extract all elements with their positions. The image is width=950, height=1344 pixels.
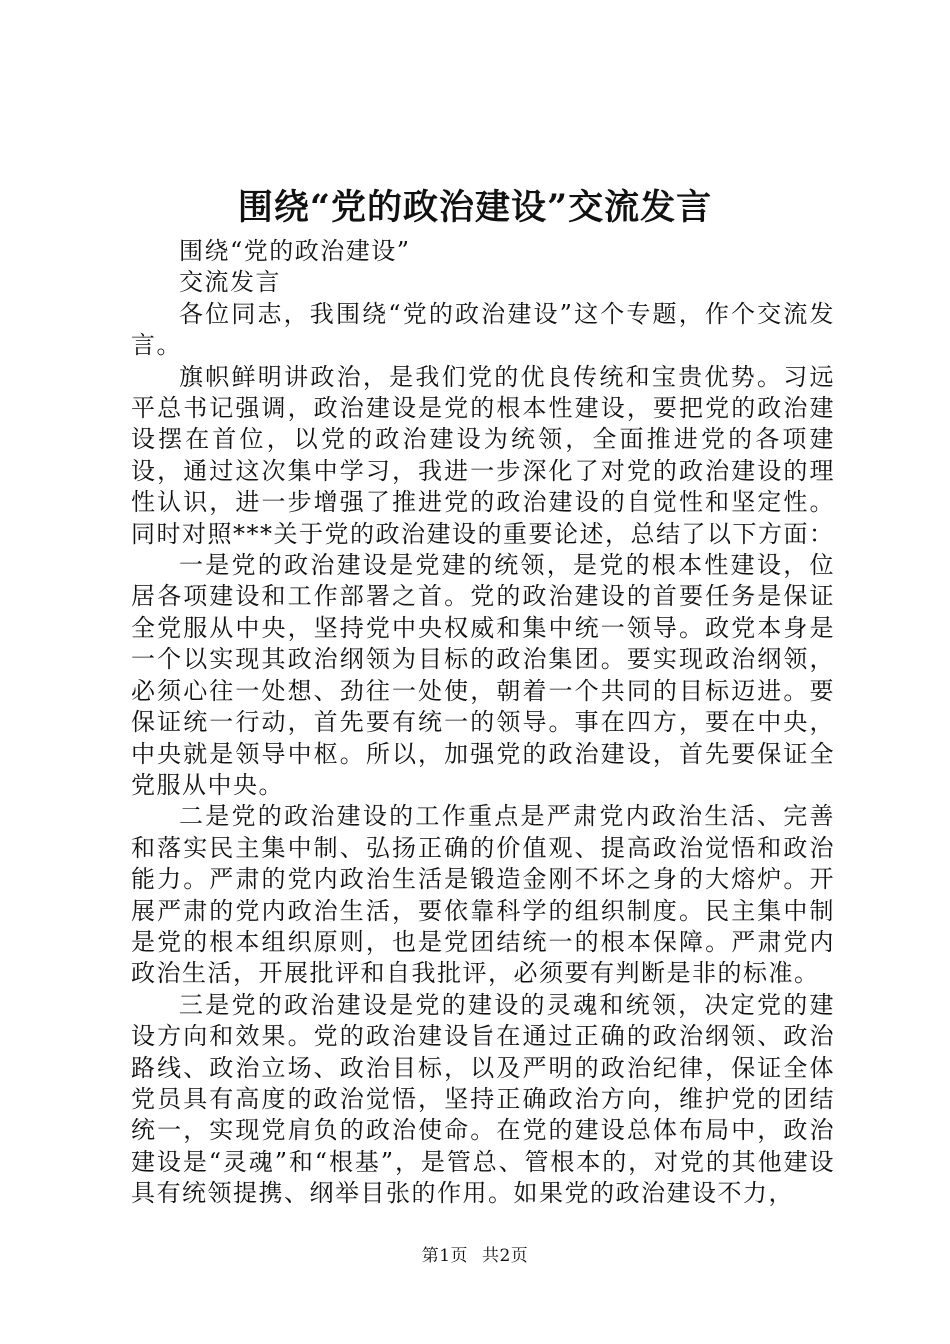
page-footer [0, 1245, 950, 1267]
heading-line-2: 交流发言 [179, 268, 281, 297]
paragraph-opening: 各位同志，我围绕“党的政治建设”这个专题，作个交流发言。 [131, 299, 835, 360]
paragraph-point-one: 一是党的政治建设是党建的统领，是党的根本性建设，位居各项建设和工作部署之首。党的政治建设的首要任务是保证全党服从中央，坚持党中央权威和集中统一领导。政党本身是一个以实现其政治纲领为目标的政治集团。要实现政治纲领，必须心往一处想、劲往一处使，朝着一个共同的目标迈进。要保证统一行动，首先要有统一的领导。事在四方，要在中央，中央就是领导中枢。所以，加强党的政治建设，首先要保证全党服从中央。 [131, 551, 835, 799]
paragraph-point-three: 三是党的政治建设是党的建设的灵魂和统领，决定党的建设方向和效果。党的政治建设旨在通过正确的政治纲领、政治路线、政治立场、政治目标，以及严明的政治纪律，保证全体党员具有高度的政治觉悟，坚持正确政治方向，维护党的团结统一，实现党肩负的政治使命。在党的建设总体布局中，政治建设是“灵魂”和“根基”，是管总、管根本的，对党的其他建设具有统领提携、纲举目张的作用。如果党的政治建设不力， [131, 990, 835, 1208]
paragraph-introduction: 旗帜鲜明讲政治，是我们党的优良传统和宝贵优势。习远平总书记强调，政治建设是党的根本性建设，要把党的政治建设摆在首位，以党的政治建设为统领，全面推进党的各项建设，通过这次集中学习，我进一步深化了对党的政治建设的理性认识，进一步增强了推进党的政治建设的自觉性和坚定性。同时对照***关于党的政治建设的重要论述，总结了以下方面： [131, 362, 835, 548]
document-title: 围绕“党的政治建设”交流发言 [237, 187, 713, 228]
page-total: 共2页 [481, 1246, 529, 1266]
paragraph-point-two: 二是党的政治建设的工作重点是严肃党内政治生活、完善和落实民主集中制、弘扬正确的价值观、提高政治觉悟和政治能力。严肃的党内政治生活是锻造金刚不坏之身的大熔炉。开展严肃的党内政治生活，要依靠科学的组织制度。民主集中制是党的根本组织原则，也是党团结统一的根本保障。严肃党内政治生活，开展批评和自我批评，必须要有判断是非的标准。 [131, 802, 835, 988]
heading-line-1: 围绕“党的政治建设” [179, 237, 411, 265]
page-number: 第1页 [421, 1246, 469, 1266]
document-body [131, 236, 835, 1210]
